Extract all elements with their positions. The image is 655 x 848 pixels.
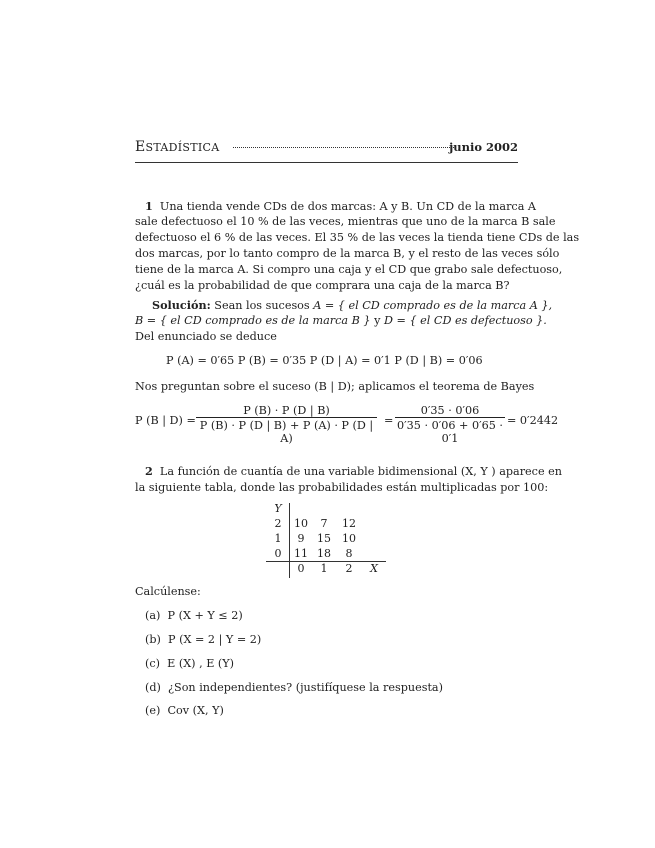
table-cell: 9 bbox=[297, 532, 305, 545]
table-col-label: 1 bbox=[320, 562, 328, 575]
question-item: (e) Cov (X, Y) bbox=[145, 704, 224, 717]
problem-1-line-2: sale defectuoso el 10 % de las veces, mientras que uno de la marca B sale bbox=[135, 215, 556, 228]
problem-1-number: 1 bbox=[145, 199, 153, 213]
problem-1-line-3: defectuoso el 6 % de las veces. El 35 % de las veces la tienda tiene CDs de las bbox=[135, 231, 580, 244]
table-cell: 15 bbox=[317, 532, 331, 545]
problem-2-number: 2 bbox=[145, 464, 153, 478]
table-cell: 18 bbox=[317, 547, 331, 560]
numeric-numerator: 0′35 · 0′06 bbox=[420, 404, 480, 417]
table-row-label: 0 bbox=[274, 547, 282, 560]
numeric-denominator: 0′35 · 0′06 + 0′65 · 0′1 bbox=[395, 417, 505, 445]
solution-line-2: B = { el CD comprado es de la marca B } y D = { el CD es defectuoso }. bbox=[135, 314, 547, 327]
table-col-label: 0 bbox=[297, 562, 305, 575]
table-x-label: X bbox=[370, 562, 378, 575]
table-col-label: 2 bbox=[345, 562, 353, 575]
question-item: (a) P (X + Y ≤ 2) bbox=[145, 609, 243, 622]
bayes-lhs: P (B | D) = bbox=[135, 414, 196, 427]
question-item: (d) ¿Son independientes? (justifíquese la respuesta) bbox=[145, 681, 443, 694]
question-item: (b) P (X = 2 | Y = 2) bbox=[145, 633, 262, 646]
table-row-label: 2 bbox=[274, 517, 282, 530]
equals-sign: = bbox=[384, 414, 394, 427]
table-row-label: 1 bbox=[274, 532, 282, 545]
header-rule bbox=[135, 162, 518, 163]
bayes-denominator: P (B) · P (D | B) + P (A) · P (D | A) bbox=[196, 417, 377, 445]
solution-line-1: Solución: Sean los sucesos A = { el CD comprado es de la marca A }, bbox=[152, 298, 553, 312]
problem-1-line-4: dos marcas, por lo tanto compro de la marca B, y el resto de las veces sólo bbox=[135, 247, 560, 260]
bayes-fraction-symbolic bbox=[196, 404, 377, 445]
given-probabilities: P (A) = 0′65 P (B) = 0′35 P (D | A) = 0′1 P (D | B) = 0′06 bbox=[166, 354, 483, 367]
problem-2-line-2: la siguiente tabla, donde las probabilidades están multiplicadas por 100: bbox=[135, 481, 549, 494]
table-cell: 10 bbox=[342, 532, 356, 545]
calculate-prompt: Calcúlense: bbox=[135, 585, 201, 598]
question-item: (c) E (X) , E (Y) bbox=[145, 657, 235, 670]
header-leader-dots bbox=[233, 147, 456, 148]
table-cell: 12 bbox=[342, 517, 356, 530]
page-header bbox=[135, 139, 518, 155]
table-cell: 10 bbox=[294, 517, 308, 530]
bayes-result: = 0′2442 bbox=[507, 414, 559, 427]
problem-1-line-1: 1 Una tienda vende CDs de dos marcas: A y B. Un CD de la marca A bbox=[145, 199, 537, 213]
bayes-numerator: P (B) · P (D | B) bbox=[243, 404, 330, 417]
header-title: ESTADÍSTICA bbox=[135, 139, 220, 155]
problem-1-line-6: ¿cuál es la probabilidad de que comprara una caja de la marca B? bbox=[135, 279, 510, 292]
table-cell: 11 bbox=[294, 547, 308, 560]
solution-line-3: Del enunciado se deduce bbox=[135, 330, 277, 343]
table-y-label: Y bbox=[274, 502, 282, 515]
table-vertical-rule bbox=[289, 503, 290, 578]
problem-1-line-5: tiene de la marca A. Si compro una caja y el CD que grabo sale defectuoso, bbox=[135, 263, 563, 276]
header-date: junio 2002 bbox=[449, 140, 518, 154]
bayes-intro: Nos preguntan sobre el suceso (B | D); aplicamos el teorema de Bayes bbox=[135, 380, 535, 393]
probability-table bbox=[266, 500, 388, 578]
solution-label: Solución: bbox=[152, 298, 211, 312]
problem-2-line-1: 2 La función de cuantía de una variable bidimensional (X, Y ) aparece en bbox=[145, 464, 562, 478]
table-cell: 8 bbox=[345, 547, 353, 560]
bayes-fraction-numeric bbox=[395, 404, 505, 445]
table-cell: 7 bbox=[320, 517, 328, 530]
